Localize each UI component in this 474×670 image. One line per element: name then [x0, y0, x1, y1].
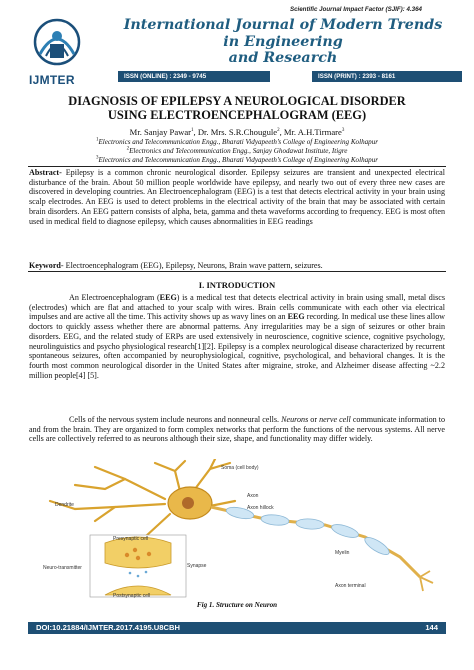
issn-online: ISSN (ONLINE) : 2349 - 9745: [118, 71, 270, 82]
journal-title: International Journal of Modern Trends in Engineering and Research: [123, 17, 443, 66]
divider-top: [28, 166, 446, 167]
label-soma: Soma (cell body): [221, 465, 259, 471]
label-myelin: Myelin: [335, 550, 350, 556]
affiliation-2: $^2$Electronics and Telecommunication Engg., Sanjay Ghodawat Institute, Itigre: [126, 146, 348, 155]
figure-caption: Fig 1. Structure on Neuron: [196, 601, 278, 609]
label-axon: Axon: [247, 493, 259, 499]
footer-bar: [28, 622, 446, 634]
keywords: Keyword- Electroencephalogram (EEG), Epilepsy, Neurons, Brain wave pattern, seizures.: [29, 261, 323, 270]
nucleus: [182, 497, 194, 509]
label-axon-hillock: Axon hillock: [247, 505, 274, 511]
intro-paragraph-1: An Electroencephalogram (EEG) is a medical test that detects electrical activity in brain using small, metal discs (electrodes) which are flat and attached to your scalp with wires. Brain cells communicate with each other via electrical impulses and are active all the time. This activity shows up as wavy lines on an EEG recording. In medical use these lines allow doctors to quickly assess whether there are abnormal patterns. Any irregularities may be a sign of seizures or other brain disorders. EEG, and the related study of ERPs are used extensively in neuroscience, cognitive science, cognitive psychology, neurolinguistics and psycho physiological research[1][2]. Epilepsy is a complex neurological disease characterized by recurrent spontaneous seizures, often accompanied by neurophysiological, cognitive, psychological, and behavioral changes. It is the fourth most common neurological disorder in the United States after migraine, stroke, and Alzheimer disease affecting ~2.2 million people[4] [5].: [29, 293, 445, 380]
doi[interactable]: DOI:10.21884/IJMTER.2017.4195.U8CBH: [36, 623, 180, 632]
affiliation-1: $^1$Electronics and Telecommunication Engg., Bharati Vidyapeeth’s College of Engineering Kolhapur: [95, 137, 379, 146]
affiliation-3: $^3$Electronics and Telecommunication Engg., Bharati Vidyapeeth’s College of Engineering Kolhapur: [95, 155, 379, 164]
authors: Mr. Sanjay Pawar$^1$, Dr. Mrs. S.R.Chougule$^2$, Mr. A.H.Tirmare$^3$: [129, 127, 345, 137]
issn-print: ISSN (PRINT) : 2393 - 8161: [312, 71, 462, 82]
paper-title: DIAGNOSIS OF EPILEPSY A NEUROLOGICAL DISORDER USING ELECTROENCEPHALOGRAM (EEG): [68, 94, 406, 122]
abstract: Abstract- Epilepsy is a common chronic neurological disorder. Epilepsy seizures are transient and unexpected electrical disturbance of the brain. About 50 million people worldwide have epilepsy, and nearly two out of every three new cases are discovered in developing countries. An Electroencephalogram (EEG) is a test that detects electrical activity in your brain using scalp electrodes. An EEG is used to detect problems in the electrical activity of the brain that may be associated with certain brain disorders. An EEG pattern consists of alpha, beta, gamma and theta waveforms according to frequency. EEG is most often used in medical field to diagnose epilepsy, which causes abnormalities in EEG readings: [29, 168, 445, 226]
label-synapse: Synapse: [187, 563, 207, 569]
label-neurotransmitter: Neuro-transmitter: [43, 565, 82, 571]
page-number: 144: [425, 623, 438, 632]
logo-text: IJMTER: [29, 73, 75, 87]
neuron-diagram: [35, 459, 439, 599]
label-dendrite: Dendrite: [55, 502, 74, 508]
section-heading-introduction: I. INTRODUCTION: [198, 280, 276, 290]
intro-paragraph-2: Cells of the nervous system include neurons and nonneural cells. Neurons or nerve cell communicate information to and from the brain. They are organized to form complex networks that perform the functions of the nervous systems. All nerve cells are collectively referred to as neurons although their size, shape, and functionality may differ widely.: [29, 415, 445, 444]
label-axon-terminal: Axon terminal: [335, 583, 366, 589]
impact-factor: Scientific Journal Impact Factor (SJIF): 4.364: [289, 6, 422, 13]
divider-abstract: [28, 271, 446, 272]
label-presynaptic: Presynaptic cell: [113, 536, 149, 542]
label-postsynaptic: Postsynaptic cell: [113, 593, 151, 599]
